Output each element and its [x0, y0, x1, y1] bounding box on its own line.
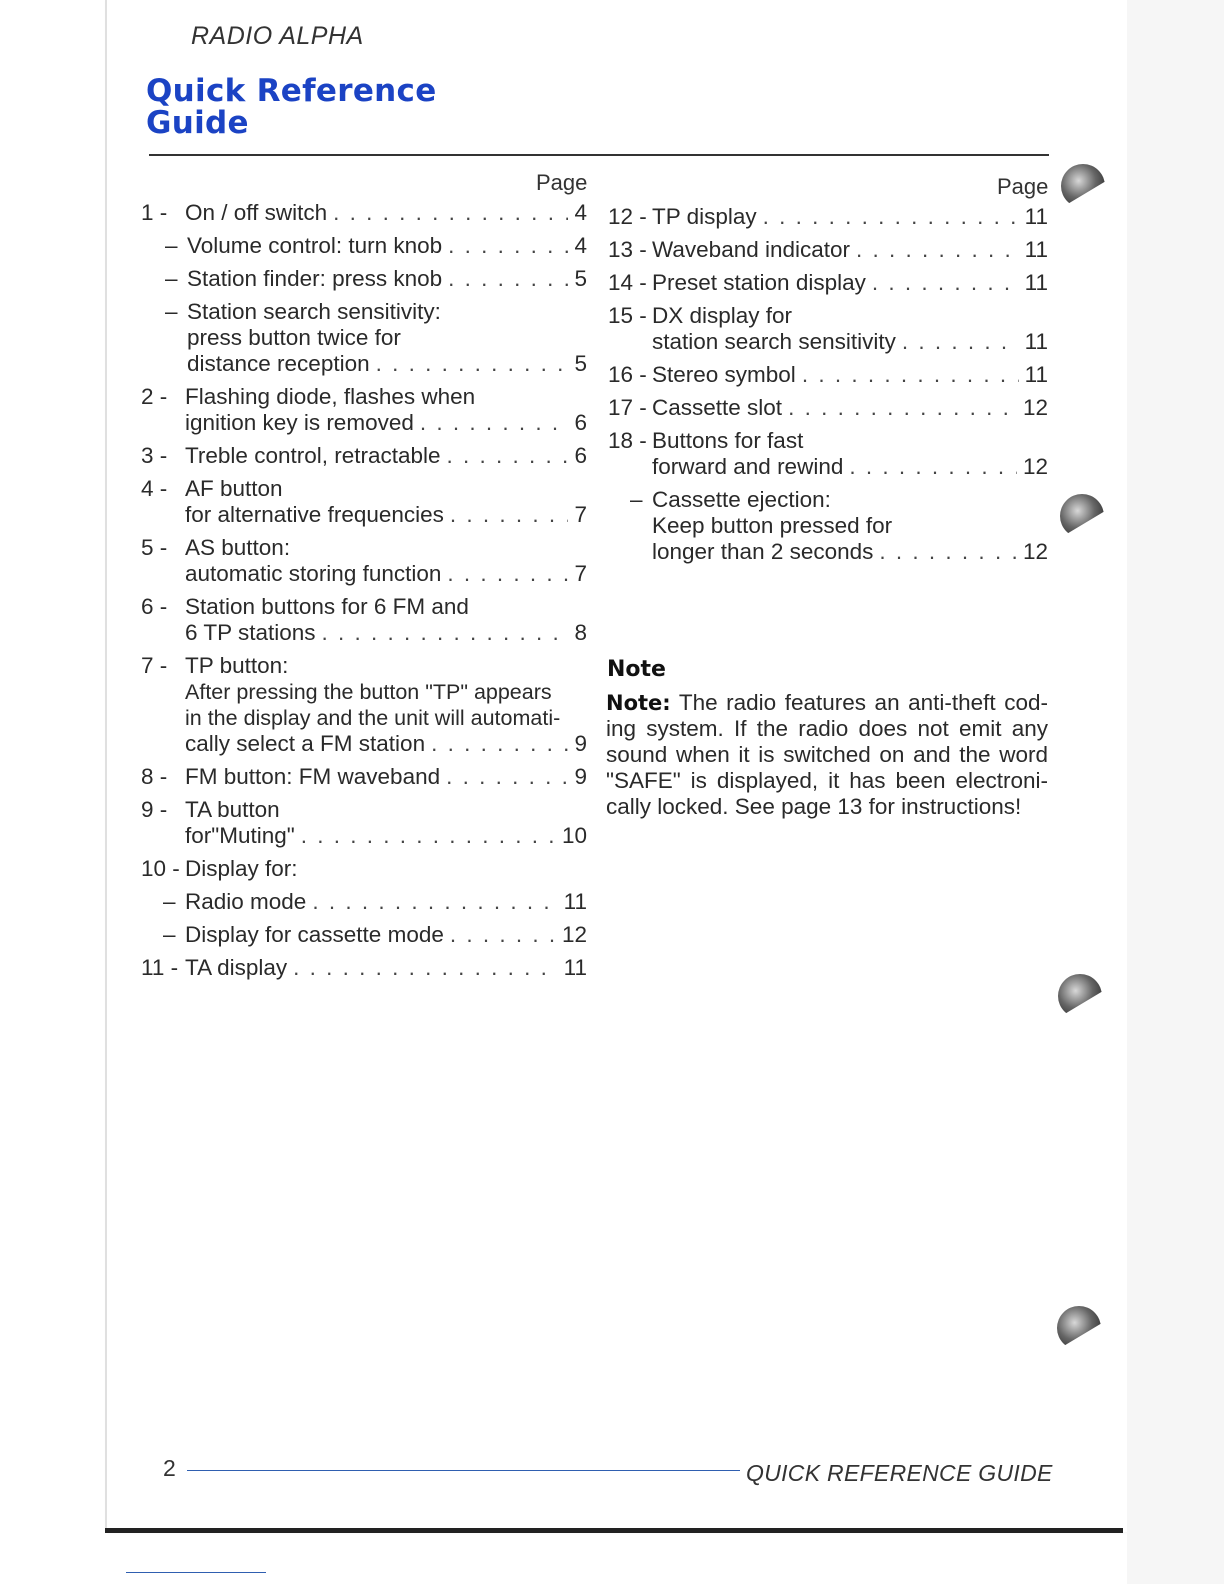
- page-ref: 11: [1024, 329, 1048, 354]
- page-ref: 11: [1024, 204, 1048, 229]
- page-ref: 11: [563, 955, 587, 980]
- note-text: The radio features an anti-theft cod-ing system. If the radio does not emit any sound when it is switched on and the word "SAFE" is displayed, it has been electroni-cally locked. See page 13 for instructions!: [606, 690, 1048, 819]
- page-title: [146, 75, 437, 139]
- toc-entry: 16 - Stereo symbol . . . 11: [608, 362, 1048, 388]
- page-ref: 12: [1022, 395, 1048, 420]
- page-column-label-left: Page: [536, 170, 588, 195]
- page-ref: 5: [574, 266, 587, 291]
- toc-entry: 15 - DX display for station search sensitivity . . . 11: [608, 303, 1048, 355]
- toc-entry: 3 - Treble control, retractable . . . 6: [141, 443, 587, 469]
- scan-margin-left: [0, 0, 105, 1584]
- toc-entry: 7 - TP button: After pressing the button "TP" appears in the display and the unit will automati- cally select a FM station . . . 9: [141, 653, 587, 757]
- page-ref: 4: [574, 233, 587, 258]
- page-ref: 4: [574, 200, 587, 225]
- note-heading: Note: [607, 657, 666, 682]
- page-ref: 6: [574, 443, 587, 468]
- document-header: RADIO ALPHA: [191, 22, 364, 50]
- toc-entry: 9 - TA button for"Muting" . . . 10: [141, 797, 587, 849]
- footer-section-title: QUICK REFERENCE GUIDE: [746, 1460, 1053, 1486]
- page-ref: 12: [561, 922, 587, 947]
- toc-entry: 1 - On / off switch . . . 4: [141, 200, 587, 226]
- toc-right-column: [608, 204, 1048, 572]
- toc-entry: 4 - AF button for alternative frequencies . . . 7: [141, 476, 587, 528]
- toc-entry: 10 - Display for:: [141, 856, 298, 881]
- title-rule: [149, 154, 1049, 156]
- toc-entry: 18 - Buttons for fast forward and rewind . . . 12: [608, 428, 1048, 480]
- page-ref: 11: [563, 889, 587, 914]
- note-label: Note:: [606, 691, 671, 715]
- page-ref: 9: [574, 764, 587, 789]
- toc-subentry: – Station search sensitivity: press button twice for distance reception . . . 5: [141, 299, 587, 377]
- toc-entry: 14 - Preset station display . . . 11: [608, 270, 1048, 296]
- page-ref: 7: [574, 502, 587, 527]
- page-ref: 6: [574, 410, 587, 435]
- page-ref: 7: [574, 561, 587, 586]
- toc-entry: 8 - FM button: FM waveband . . . 9: [141, 764, 587, 790]
- toc-entry: 17 - Cassette slot . . . 12: [608, 395, 1048, 421]
- page-ref: 12: [1022, 539, 1048, 564]
- page-ref: 10: [561, 823, 587, 848]
- toc-subentry: – Radio mode . . . 11: [141, 889, 587, 915]
- page-ref: 11: [1024, 362, 1048, 387]
- page-ref: 5: [574, 351, 587, 376]
- page-title-line2: Guide: [146, 105, 249, 141]
- toc-subentry: – Volume control: turn knob . . . 4: [141, 233, 587, 259]
- page-ref: 12: [1022, 454, 1048, 479]
- note-body: [606, 690, 1048, 820]
- toc-entry: 11 - TA display . . . 11: [141, 955, 587, 981]
- page-title-line1: Quick Reference: [146, 73, 437, 109]
- page-column-label-right: Page: [997, 174, 1049, 199]
- toc-entry: 5 - AS button: automatic storing function . . . 7: [141, 535, 587, 587]
- toc-subentry: – Cassette ejection: Keep button pressed for longer than 2 seconds . . . 12: [608, 487, 1048, 565]
- bottom-link-line: [126, 1572, 266, 1573]
- page-ref: 11: [1024, 237, 1048, 262]
- toc-subentry: – Station finder: press knob . . . 5: [141, 266, 587, 292]
- toc-left-column: [141, 200, 587, 988]
- toc-entry: 13 - Waveband indicator . . . 11: [608, 237, 1048, 263]
- toc-entry: 6 - Station buttons for 6 FM and 6 TP stations . . . 8: [141, 594, 587, 646]
- page-ref: 9: [574, 731, 587, 756]
- page-ref: 11: [1024, 270, 1048, 295]
- page-ref: 8: [574, 620, 587, 645]
- scan-margin-right: [1127, 0, 1224, 1584]
- page-bottom-edge: [105, 1528, 1123, 1533]
- toc-entry: 12 - TP display . . . 11: [608, 204, 1048, 230]
- footer-rule: [187, 1470, 740, 1471]
- page-number: 2: [163, 1455, 176, 1481]
- toc-subentry: – Display for cassette mode . . . 12: [141, 922, 587, 948]
- toc-entry: 2 - Flashing diode, flashes when ignition key is removed . . . 6: [141, 384, 587, 436]
